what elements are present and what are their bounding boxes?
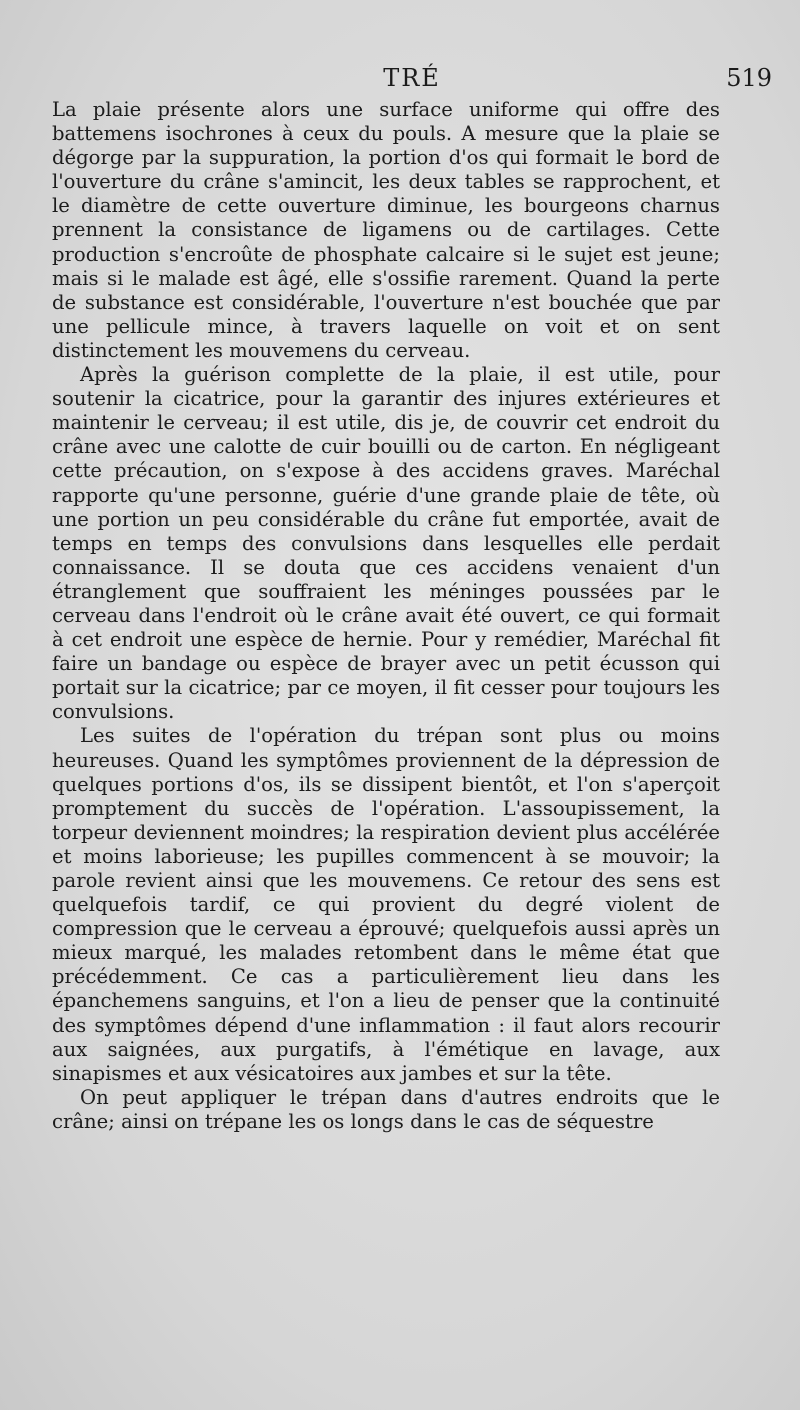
paragraph-2: Après la guérison complette de la plaie, il est utile, pour soutenir la cicatrice, pour la garantir des injures extérieures et maintenir le cerveau; il est utile, dis je, de couvrir cet endroit du crâne avec une calotte de cuir bouilli ou de carton. En négligeant cette précaution, on s'expose à des accidens graves. Maréchal rapporte qu'une personne, guérie d'une grande plaie de tête, où une portion un peu considérable du crâne fut emportée, avait de temps en temps des convulsions dans lesquelles elle perdait connaissance. Il se douta que ces accidens venaient d'un étranglement que souffraient les méninges poussées par le cerveau dans l'endroit où le crâne avait été ouvert, ce qui formait à cet endroit une espèce de hernie. Pour y remédier, Maréchal fit faire un bandage ou espèce de brayer avec un petit écusson qui portait sur la cicatrice; par ce moyen, il fit cesser pour toujours les convulsions. bbox=[52, 363, 720, 724]
page-number: 519 bbox=[726, 64, 772, 92]
paragraph-3: Les suites de l'opération du trépan sont plus ou moins heureuses. Quand les symptômes proviennent de la dépression de quelques portions d'os, ils se dissipent bientôt, et l'on s'aperçoit promptement du succès de l'opération. L'assoupissement, la torpeur deviennent moindres; la respiration devient plus accélérée et moins laborieuse; les pupilles commencent à se mouvoir; la parole revient ainsi que les mouvemens. Ce retour des sens est quelquefois tardif, ce qui provient du degré violent de compression que le cerveau a éprouvé; quelquefois aussi après un mieux marqué, les malades retombent dans le même état que précédemment. Ce cas a particulièrement lieu dans les épanchemens sanguins, et l'on a lieu de penser que la continuité des symptômes dépend d'une inflammation : il faut alors recourir aux saignées, aux purgatifs, à l'émétique en lavage, aux sinapismes et aux vésicatoires aux jambes et sur la tête. bbox=[52, 724, 720, 1085]
running-head bbox=[52, 62, 772, 96]
running-title: TRÉ bbox=[383, 64, 441, 92]
paragraph-4: On peut appliquer le trépan dans d'autres endroits que le crâne; ainsi on trépane les os longs dans le cas de séquestre bbox=[52, 1085, 720, 1133]
paragraph-1: La plaie présente alors une surface uniforme qui offre des battemens isochrones à ceux du pouls. A mesure que la plaie se dégorge par la suppuration, la portion d'os qui formait le bord de l'ouverture du crâne s'amincit, les deux tables se rapprochent, et le diamètre de cette ouverture diminue, les bourgeons charnus prennent la consistance de ligamens ou de cartilages. Cette production s'encroûte de phosphate calcaire si le sujet est jeune; mais si le malade est âgé, elle s'ossifie rarement. Quand la perte de substance est considérable, l'ouverture n'est bouchée que par une pellicule mince, à travers laquelle on voit et on sent distinctement les mouvemens du cerveau. bbox=[52, 98, 720, 362]
body-text bbox=[52, 98, 720, 1134]
